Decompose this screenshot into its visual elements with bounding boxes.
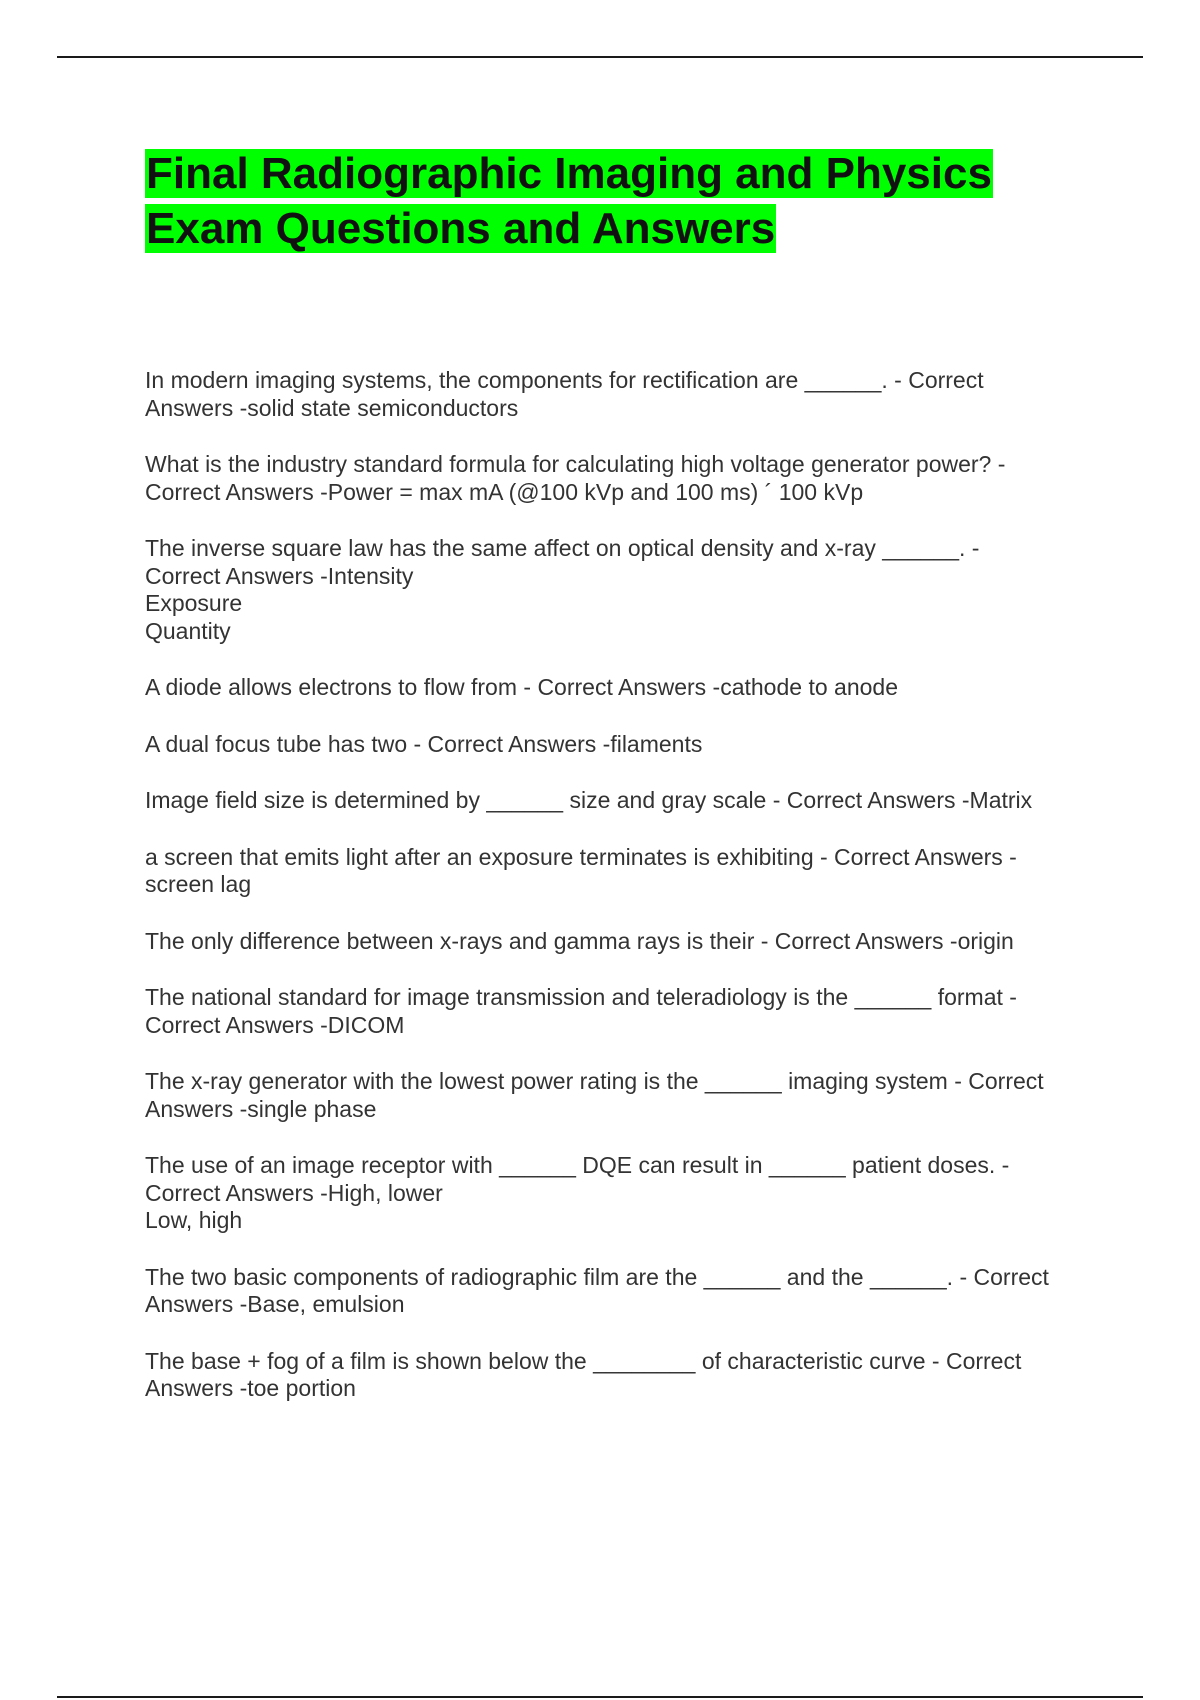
qa-text-line: In modern imaging systems, the components for rectification are ______. - Correct [145, 367, 984, 393]
qa-list [145, 367, 1090, 1432]
qa-text-line: Answers -Base, emulsion [145, 1291, 405, 1317]
qa-text-line: Quantity [145, 617, 231, 644]
qa-text-line: The only difference between x-rays and gamma rays is their - Correct Answers -origin [145, 927, 1014, 954]
qa-text-line: Answers -toe portion [145, 1375, 356, 1401]
qa-text-line: The inverse square law has the same affect on optical density and x-ray ______. - [145, 535, 980, 561]
qa-text-line: Correct Answers -High, lower [145, 1179, 443, 1206]
qa-item [145, 731, 1090, 759]
qa-item [145, 674, 1090, 702]
qa-item [145, 535, 1090, 645]
qa-text-line: Answers -single phase [145, 1095, 377, 1122]
footer-rule [57, 1696, 1143, 1698]
qa-text-line: Correct Answers -DICOM [145, 1011, 405, 1038]
qa-text-line: The base + fog of a film is shown below the ________ of characteristic curve - Correct [145, 1347, 1022, 1374]
qa-text-line: Answers -solid state semiconductors [145, 394, 519, 421]
qa-item [145, 451, 1090, 506]
qa-item [145, 367, 1090, 422]
qa-text-line: Low, high [145, 1207, 243, 1233]
document-title [145, 146, 1080, 256]
qa-item [145, 928, 1090, 956]
qa-text-line: Image field size is determined by ______ size and gray scale - Correct Answers -Matrix [145, 787, 1033, 813]
qa-item [145, 787, 1090, 815]
document-title-line: Final Radiographic Imaging and Physics [146, 149, 992, 198]
qa-text-line: Exposure [145, 590, 243, 616]
qa-item [145, 1264, 1090, 1319]
title-block [145, 146, 1080, 256]
qa-text-line: The x-ray generator with the lowest power rating is the ______ imaging system - Correct [145, 1068, 1044, 1094]
qa-item [145, 1152, 1090, 1235]
qa-item [145, 844, 1090, 899]
qa-text-line: screen lag [145, 871, 252, 897]
qa-text-line: Correct Answers -Power = max mA (@100 kVp and 100 ms) ´ 100 kVp [145, 478, 864, 505]
qa-text-line: a screen that emits light after an exposure terminates is exhibiting - Correct Answers - [145, 843, 1017, 870]
qa-item [145, 984, 1090, 1039]
qa-text-line: What is the industry standard formula for calculating high voltage generator power? - [145, 451, 1006, 477]
header-rule [57, 56, 1143, 58]
qa-text-line: The national standard for image transmission and teleradiology is the ______ format - [145, 984, 1017, 1010]
qa-text-line: A diode allows electrons to flow from - Correct Answers -cathode to anode [145, 674, 898, 700]
qa-text-line: Correct Answers -Intensity [145, 562, 414, 589]
qa-text-line: A dual focus tube has two - Correct Answers -filaments [145, 730, 703, 757]
qa-text-line: The use of an image receptor with ______ DQE can result in ______ patient doses. - [145, 1152, 1010, 1178]
document-title-line: Exam Questions and Answers [146, 204, 776, 253]
qa-item [145, 1348, 1090, 1403]
qa-item [145, 1068, 1090, 1123]
qa-text-line: The two basic components of radiographic film are the ______ and the ______. - Correct [145, 1263, 1049, 1290]
